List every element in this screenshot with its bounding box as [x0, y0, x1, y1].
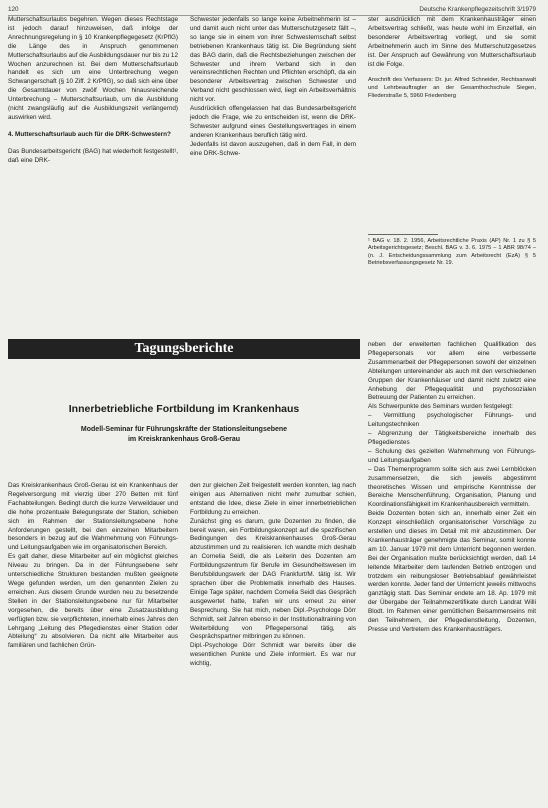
article-column-1: [8, 482, 178, 651]
top-column-3: [368, 16, 536, 100]
footnote-rule: [368, 234, 438, 235]
paragraph: Schwester jedenfalls so lange keine Arbeitnehmerin ist – und damit auch nicht unter das Mutterschutzgesetz fällt –, so lange sie in einem von ihrer Schwesternschaft selbst betriebenen Krankenhaus tätig ist. Die Begründung sieht das BAG darin, daß die Rechtsbeziehungen zwischen der Schwester und ihrem Verband sich in den vereinsrechtlichen Rechten und Pflichten erschöpft, da ein besonderer Arbeitsvertrag zwischen Schwester und Verband nicht geschlossen wird, liegt ein Arbeitsverhältnis nicht vor.: [190, 16, 356, 104]
list-item: – Vermittlung psychologischer Führungs- und Leitungstechniken: [368, 412, 536, 429]
author-address: Anschrift des Verfassers: Dr. jur. Alfred Schneider, Rechtsanwalt und Lehrbeauftragter an der Gesamthochschule Siegen, Fliederstraße 5, 5960 Friedenberg: [368, 77, 536, 99]
list-item: – Schulung des gezielten Wahrnehmung von Führungs- und Leitungsaufgaben: [368, 447, 536, 464]
paragraph: Beide Dozenten boten sich an, innerhalb einer Zeit ein Konzept einschließlich organisatorischer Vorschläge zu erstellen und dieses im Detail mit mir abzustimmen. Der Krankenhausträger genehmigte das Seminar, somit konnte am 10. Januar 1979 mit dem Unterricht begonnen werden. Bei der Organisation mußte berücksichtigt werden, daß 14 leitende Mitarbeiter dem laufenden Betrieb entzogen und trotzdem ein reibungsloser Betriebsablauf gewährleistet werden konnte. Jeder fand der Unterricht jeweils mittwochs ganztägig statt. Das Seminar endete am 18. Ap. 1979 mit der Übergabe der Teilnahmezertifikate durch Landrat Willi Blodt. Im Rahmen einer gemütlichen Beisammenseins mit den Teilnehmern, der Pflegedienstleitung, Dozenten, Presse und Vertretern des Krankenhausträgers.: [368, 510, 536, 633]
paragraph: Das Kreiskrankenhaus Groß-Gerau ist ein Krankenhaus der Regelversorgung mit vierzig über 270 Betten mit fünf Fachabteilungen. Bedingt durch die kurze Verweildauer und die hohe prozentuale Belegungsrate der Station, schieben sich im Rahmen der Stationsleitungsebene hohe Anforderungen gestellt, bei den einzelnen Mitarbeitern besonders in bezug auf die Wahrnehmung von Führungs- und Leitungsaufgaben wie im organisatorischen Bereich.: [8, 482, 178, 552]
footnote: ¹ BAG v. 18. 2. 1956, Arbeitsrechtliche Praxis (AP) Nr. 1 zu § 5 Arbeitsgerichtsgesetz; Beschl. BAG v. 3. 6. 1975 – 1 ABR 98/74 – (n. J. Entscheidungssammlung zum Arbeitsrecht (EzA) § 5 Betriebsverfassungsgesetz Nr. 19.: [368, 238, 536, 267]
paragraph: ster ausdrücklich mit dem Krankenhausträger einen Arbeitsvertrag schließt, was heute wohl im Einzelfall, ein besonderer Arbeitsvertrag vorliegt, und sie somit Arbeitnehmerin auch im Sinne des Mutterschutzgesetzes ist. Der Anspruch auf Gewährung von Mutterschaftsurlaub ist die Folge.: [368, 16, 536, 68]
article-column-2: [190, 482, 356, 669]
list-item: – Abgrenzung der Tätigkeitsbereiche innerhalb des Pflegedienstes: [368, 430, 536, 446]
paragraph: Ausdrücklich offengelassen hat das Bundesarbeitsgericht jedoch die Frage, wie zu entscheiden ist, wenn die DRK-Schwester aufgrund eines Gestellungsvertrages in einem anderen Krankenhaus beruflich tätig wird.: [190, 105, 356, 139]
top-column-1: [8, 16, 178, 166]
paragraph: Zunächst ging es darum, gute Dozenten zu finden, die bereit waren, ein Fortbildungskonzept auf die spezifischen Bedingungen des Kreiskrankenhauses Groß-Gerau abzustimmen und zu realisieren. Ich wandte mich deshalb an Cornelia Seidl, die als Leiterin des Dozenten am Fortbildungszentrum für Berufe im Gesundheitswesen im Berufsbildungswerk der DAG Frankfurt/M. tätig ist. Wir sprachen über die Problematik innerhalb des Hauses. Einige Tage später, nachdem Cornelia Seidl das Gespräch ausgewertet hatte, trafen wir uns erneut zu einer Besprechung. Sie hat mich, neben Dipl.-Psychologe Dörr Schmidt, seit Jahren ebenso in der Institutionaltraining von Weiterbildung von Pflegepersonal tätig, als Gesprächspartner mitbringen zu können.: [190, 517, 356, 641]
paragraph: Mutterschaftsurlaubs begehren. Wegen dieses Rechtstage ist jedoch darauf hinzuweisen, daß infolge der Anrechnungsregelung in § 10 Krankenpflegegesetz (KrPflG) die Länge des in Anspruch genommenen Mutterschaftsurlaubs auf die Ausbildungsdauer nur bis zu 12 Wochen anzurechnen ist. Bei dem Mutterschaftsurlaub handelt es sich um eine Unterbrechung wegen Schwangerschaft (§ 10 Ziff. 2 KrPflG), so daß sich eine über die Gesamtdauer von zwölf Wochen hinausreichende Unterbrechung – Mutterschaftsurlaub, um die Ausbildung (nicht zwangsläufig auf die Ausbildungszeit verlängernd) auswirken wird.: [8, 16, 178, 121]
paragraph: Das Bundesarbeitsgericht (BAG) hat wiederholt festgestellt¹, daß eine DRK-: [8, 147, 178, 164]
section-heading: 4. Mutterschaftsurlaub auch für die DRK-Schwestern?: [8, 130, 171, 138]
paragraph: den zur gleichen Zeit freigestellt werden konnten, lag nach einigen aus Alternativen nicht mehr zumutbar schien, entstand die Idee, diese Ziele in einer innerbetrieblichen Fortbildung zu erreichen.: [190, 482, 356, 516]
subtitle-line: Modell-Seminar für Führungskräfte der Stationsleitungsebene: [80, 426, 288, 433]
page-number: 120: [8, 6, 19, 13]
paragraph: neben der erweiterten fachlichen Qualifikation des Pflegepersonals vor allem eine verbesserte Zusammenarbeit der Pflegepersonen sowohl der einzelnen Abteilungen untereinander als auch mit den verschiedenen Gruppen der Krankenhäuser und damit nicht zuletzt eine Anhebung der Pflegequalität und psychosozialen Betreuung der Patienten zu erreichen.: [368, 341, 536, 402]
journal-title: Deutsche Krankenpflegezeitschrift 3/1979: [419, 6, 536, 13]
article-column-3: [368, 341, 536, 635]
article-title: Innerbetriebliche Fortbildung im Krankenhaus: [68, 403, 300, 415]
article-subtitle: [8, 425, 360, 445]
paragraph: Es galt daher, diese Mitarbeiter auf ein möglichst gleiches Niveau zu bringen. Da in der Führungsebene sehr unterschiedliche Strukturen bestanden mußten geeignete Wege gefunden werden, um den genannten Zielen zu erreichen. Aus diesem Grunde wurden neu zu besetzende Stellen in der Stationsleitungsebene nur für Mitarbeiter vorgesehen, die bereits über eine Zusatzausbildung verfügten bzw. sie verpflichteten, innerhalb eines Jahres den Lehrgang „Leitung des Pflegedienstes einer Station oder Abteilung“ zu absolvieren. Da nicht alle Mitarbeiter aus familiären und fachlichen Grün-: [8, 553, 178, 650]
paragraph: – Das Themenprogramm sollte sich aus zwei Lernblöcken zusammensetzen, die sich jeweils abgestimmt theoretisches Wissen und empirische Kenntnisse der Bereiche Menschenführung, Organisation, Planung und Koordinationsfähigkeit im Krankenhausbereich vermitteln.: [368, 465, 536, 509]
paragraph: Dipl.-Psychologe Dörr Schmidt war bereits über die wesentlichen Punkte und Ziele informiert. Es war nur wichtig,: [190, 642, 356, 668]
top-column-2: [190, 16, 356, 159]
subtitle-line: im Kreiskrankenhaus Groß-Gerau: [127, 436, 241, 443]
paragraph: Jedenfalls ist davon auszugehen, daß in dem Fall, in dem eine DRK-Schwe-: [190, 140, 356, 157]
footnotes: [368, 238, 536, 268]
section-banner: Tagungsberichte: [8, 339, 360, 359]
paragraph: Als Schwerpunkte des Seminars wurden festgelegt:: [368, 403, 513, 411]
